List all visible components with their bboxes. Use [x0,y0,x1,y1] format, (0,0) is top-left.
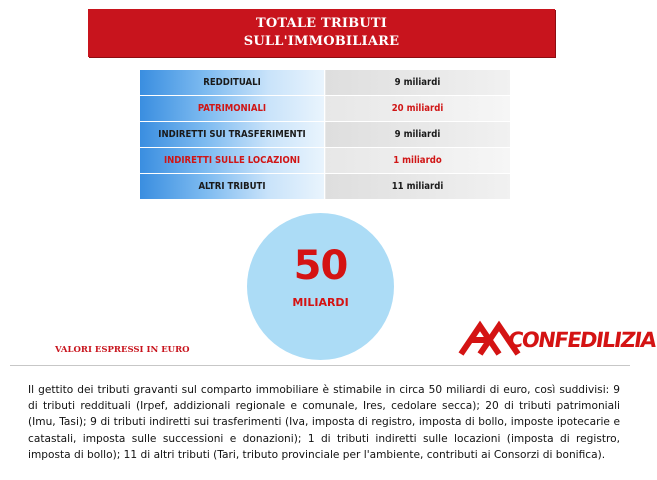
currency-note: VALORI ESPRESSI IN EURO [55,345,190,355]
logo-text: CONFEDILIZIA [506,328,657,352]
table-row [140,174,510,200]
row-value: 11 miliardi [325,174,511,200]
tax-table [140,70,510,200]
confedilizia-logo [458,313,657,359]
table-row [140,122,510,148]
row-label: INDIRETTI SUI TRASFERIMENTI [140,122,325,148]
row-label: INDIRETTI SULLE LOCAZIONI [140,148,325,174]
row-label: REDDITUALI [140,70,325,96]
divider [10,365,630,366]
title-line-1: TOTALE TRIBUTI [255,16,388,31]
row-value: 9 miliardi [325,122,511,148]
table-row [140,96,510,122]
row-value: 9 miliardi [325,70,511,96]
description-paragraph: Il gettito dei tributi gravanti sul comparto immobiliare è stimabile in circa 50 miliardi di euro, così suddivisi: 9 di tributi reddituali (Irpef, addizionali regionale e comunale, Ires, cedolare secca); 20 di tributi patrimoniali (Imu, Tasi); 9 di tributi indiretti sui trasferimenti (Iva, imposta di registro, imposta di bollo, imposte ipotecarie e catastali, imposta sulle successioni e donazioni); 1 di tributi indiretti sulle locazioni (imposta di registro, imposta di bollo); 11 di altri tributi (Tari, tributo provinciale per l'ambiente, contributi ai Consorzi di bonifica). [28,384,620,461]
row-value: 1 miliardo [325,148,511,174]
row-label: PATRIMONIALI [140,96,325,122]
title-line-2: SULL'IMMOBILIARE [243,34,400,49]
total-unit: MILIARDI [292,296,349,309]
total-circle [247,213,394,360]
table-row [140,148,510,174]
row-value: 20 miliardi [325,96,511,122]
row-label: ALTRI TRIBUTI [140,174,325,200]
title-banner [88,9,555,57]
total-number: 50 [293,243,348,289]
table-row [140,70,510,96]
